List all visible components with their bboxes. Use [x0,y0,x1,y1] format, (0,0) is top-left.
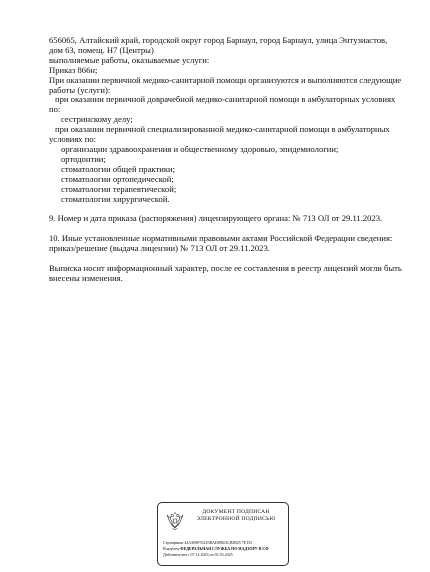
service-orthodontics: ортодонтии; [61,153,106,164]
address-line-2: дом 63, помещ. Н7 (Центры) [49,44,154,55]
item-10-line-2: приказ/решение (выдача лицензии) № 713 ОЛ от 29.11.2023. [49,243,270,253]
owner-label: Владелец [163,546,180,551]
certificate-value: 44A369F55210BAD0861ICB8025 7E D3 [184,540,252,545]
prehospital-line-2: по: [49,104,61,115]
stamp-title-line-1: ДОКУМЕНТ ПОДПИСАН [202,509,270,515]
works-heading: выполняемые работы, оказываемые услуги: [49,54,210,65]
service-healthcare-organization: организации здравоохранения и общественному здоровью, эпидемиологии; [61,143,339,154]
prehospital-line-1: при оказании первичной доврачебной медико-санитарной помощи в амбулаторных условиях [55,94,396,105]
document-body [49,36,409,284]
russian-coat-of-arms-icon [164,509,186,531]
electronic-signature-stamp [157,502,289,566]
item-9: 9. Номер и дата приказа (распоряжения) лицензирующего органа: № 713 ОЛ от 29.11.2023. [49,213,383,224]
service-therapeutic-dentistry: стоматологии терапевтической; [61,183,177,194]
stamp-heading [186,509,286,523]
stamp-fields [163,540,286,558]
specialized-line-1: при оказании первичной специализированной медико-санитарной помощи в амбулаторных [55,124,390,135]
stamp-title-line-2: ЭЛЕКТРОННОЙ ПОДПИСЬЮ [196,516,276,522]
primary-care-line-1: При оказании первичной медико-санитарной помощи организуются и выполняются следующие [49,74,402,85]
certificate-label: Сертификат [163,540,184,545]
note-line-2: внесены изменения. [49,272,123,283]
order-866n: Приказ 866н; [49,64,98,75]
service-general-dentistry: стоматологии общей практики; [61,163,175,174]
owner-value: ФЕДЕРАЛЬНАЯ СЛУЖБА ПО НАДЗОРУ В СФ [180,546,269,551]
service-surgical-dentistry: стоматологии хирургической. [61,193,170,204]
item-10-line-1: 10. Иные установленные нормативными правовыми актами Российской Федерации сведения: [49,233,393,244]
service-orthopedic-dentistry: стоматологии ортопедической; [61,173,174,184]
specialized-line-2: условиях по: [49,134,97,145]
primary-care-line-2: работы (услуги): [49,84,111,95]
service-nursing: сестринскому делу; [61,114,133,125]
address-line-1: 656065, Алтайский край, городской округ город Барнаул, город Барнаул, улица Энтузиастов, [49,35,388,45]
note-line-1: Выписка носит информационный характер, после ее составления в реестр лицензий могли быть [49,262,402,273]
stamp-valid-row: Действителен с 07.12.2023 по 01.03.2025 [163,552,233,557]
